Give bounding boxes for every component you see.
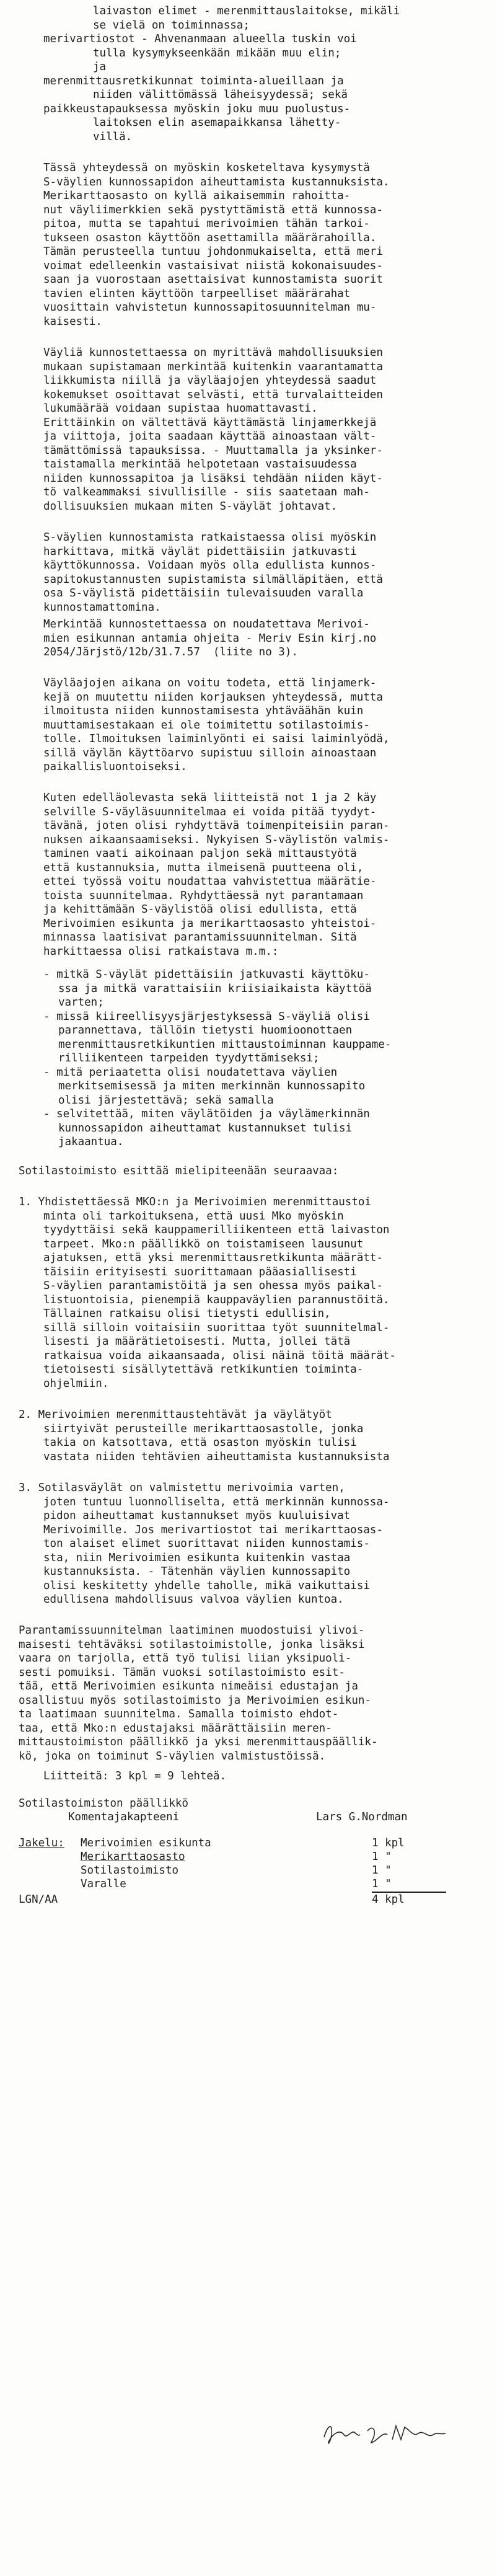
text-line: tävänä, joten olisi ryhdyttävä toimenpiteisiin paran- <box>43 820 390 832</box>
text-line: sesti pomuiksi. Tämän vuoksi sotilastoimisto esit- <box>19 1666 345 1679</box>
text-line: toista suunnitelmaa. Ryhdyttäessä nyt parantamaan <box>43 890 364 902</box>
text-line: harkittaessa olisi ratkaistava m.m.: <box>43 945 279 958</box>
text-line: paikkeustapauksessa myöskin joku muu puolustus- <box>43 103 351 115</box>
text-line: Erittäinkin on vältettävä käyttämästä linjamerkkejä <box>43 417 377 429</box>
text-line: tavien elinten käyttöön tarpeelliset määrärahat <box>43 288 351 300</box>
signatory-office: Sotilastoimiston päällikkö <box>19 1797 188 1810</box>
distribution-recipient: Merivoimien esikunta <box>81 1837 211 1849</box>
text-line: rilliikenteen tarpeiden tyydyttämiseksi; <box>58 1052 320 1064</box>
text-line: ilmoitusta niiden kunnostamisesta yhtäväähän kuin <box>43 705 364 717</box>
text-line: jakaantua. <box>58 1136 124 1148</box>
text-line: merivartiostot - Ahvenanmaan alueella tuskin voi <box>43 33 357 45</box>
text-line: ssa ja mitkä varattaisiin kriisiaikaista käyttöä <box>58 983 372 995</box>
text-line: olisi järjestettävä; sekä samalla <box>58 1094 274 1107</box>
text-line: tyydyttäisi sekä kauppamerilliikenteen että laivaston <box>43 1224 390 1236</box>
text-line: niiden välittömässä läheisyydessä; sekä <box>93 89 348 101</box>
signatory-name: Lars G.Nordman <box>316 1811 408 1823</box>
text-line: osa S-väylistä pidettäisiin tulevaisuuden varalla <box>43 587 364 600</box>
text-line: Tässä yhteydessä on myöskin kosketeltava kysymystä <box>43 162 370 174</box>
text-line: sapitokustannusten supistamista silmälläpitäen, että <box>43 573 383 586</box>
distribution-count: 1 " <box>372 1878 392 1890</box>
text-line: sillä väylän käyttöarvo supistuu silloin ainoastaan <box>43 747 377 759</box>
distribution-recipient: Sotilastoimisto <box>81 1864 179 1877</box>
text-line: - mitkä S-väylät pidettäisiin jatkuvasti käyttöku- <box>43 968 370 981</box>
text-line: vaara on tarjolla, että työ tulisi liian yksipuoli- <box>19 1652 352 1665</box>
distribution-recipient: Varalle <box>81 1878 126 1890</box>
text-line: paikallisluontoiseksi. <box>43 761 187 773</box>
text-line: ja <box>93 61 107 73</box>
signatory-rank: Komentajakapteeni <box>68 1811 180 1823</box>
text-line: nuksen aikaansaamiseksi. Nykyisen S-väylistön valmis- <box>43 834 390 846</box>
text-line: sta, niin Merivoimien esikunta kuitenkin vastaa <box>43 1552 351 1564</box>
text-line: laivaston elimet - merenmittauslaitokse, mikäli <box>93 5 400 17</box>
text-line: minnassa laatisivat parantamissuunnitelman. Sitä <box>43 931 357 944</box>
text-line: ratkaisua voida aikaansaada, olisi näinä töitä määrät- <box>43 1350 396 1362</box>
text-line: 2054/Järjstö/12b/31.7.57 (liite no 3). <box>43 646 298 658</box>
text-line: taistamalla merkintää helpotetaan vastaisuudessa <box>43 458 357 471</box>
text-line: pitoa, mutta se tapahtui merivoimien tähän tarkoi- <box>43 218 370 230</box>
text-line: tulla kysymykseenkään mikään muu elin; <box>93 47 341 60</box>
distribution-recipient: Merikarttaosasto <box>81 1851 185 1863</box>
text-line: mittaustoimiston päällikkö ja yksi merenmittauspäällik- <box>19 1736 378 1748</box>
text-line: - mitä periaatetta olisi noudatettava väylien <box>43 1066 338 1079</box>
text-line: Tällainen ratkaisu olisi tietysti edullisin, <box>43 1308 331 1320</box>
text-line: Merkintää kunnostettaessa on noudatettava Merivoi- <box>43 618 370 631</box>
text-line: kokemukset osoittavat selvästi, että turvalaitteiden <box>43 389 383 401</box>
text-line: olisi keskitetty yhdelle taholle, mikä vaikuttaisi <box>43 1580 370 1592</box>
distribution-count: 1 " <box>372 1851 392 1863</box>
distribution-label: Jakelu: <box>19 1837 64 1849</box>
text-line: joten tuntuu luonnolliselta, että merkinnän kunnossa- <box>43 1496 390 1508</box>
text-line: ja viittoja, joita saadaan käyttää ainoastaan vält- <box>43 430 377 443</box>
text-line: muuttamisestakaan ei ole toimitettu sotilastoimis- <box>43 719 370 732</box>
text-line: että kustannuksia, mutta ilmeisenä puutteena oli, <box>43 862 364 874</box>
text-line: S-väylien kunnostamista ratkaistaessa olisi myöskin <box>43 531 377 544</box>
text-line: mien esikunnan antamia ohjeita - Meriv Esin kirj.no <box>43 632 377 645</box>
distribution-count: 1 " <box>372 1864 392 1877</box>
text-line: ton alaiset elimet suorittavat niiden kunnostamis- <box>43 1538 370 1550</box>
text-line: villä. <box>93 131 133 143</box>
text-line: kejä on muutettu niiden korjauksen yhteydessä, mutta <box>43 691 383 704</box>
text-line: ettei työssä voitu noudattaa vahvistettua määrätie- <box>43 875 377 888</box>
text-line: liikkumista niillä ja väyläajojen yhteydessä saadut <box>43 374 377 387</box>
text-line: merenmittausretkikuntien mittaustoiminnan kauppame- <box>58 1038 392 1051</box>
text-line: - selvitettää, miten väylätöiden ja väylämerkinnän <box>43 1108 370 1120</box>
text-line: - missä kiireellisyysjärjestyksessä S-väyliä olisi <box>43 1011 370 1023</box>
text-line: vastata niiden tehtävien aiheuttamista kustannuksista <box>43 1451 390 1463</box>
text-line: parannettava, tällöin tietysti huomioonottaen <box>58 1024 353 1037</box>
text-line: mukaan supistamaan merkintää kuitenkin vaarantamatta <box>43 361 383 373</box>
text-line: kustannuksista. - Tätenhän väylien kunnossapito <box>43 1565 351 1578</box>
text-line: selville S-väyläsuunnitelmaa ei voida pitää tyydyt- <box>43 806 377 818</box>
text-line: kaisesti. <box>43 316 102 328</box>
text-line: merkitsemisessä ja miten merkinnän kunnossapito <box>58 1080 366 1092</box>
text-line: kö, joka on toiminut S-väylien valmistustöissä. <box>19 1750 326 1763</box>
text-line: Väyliä kunnostettaessa on myrittävä mahdollisuuksien <box>43 347 383 359</box>
text-line: Sotilastoimisto esittää mielipiteenään seuraavaa: <box>19 1165 339 1177</box>
text-line: lisesti ja määrätietoisesti. Mutta, jollei tätä <box>43 1335 351 1348</box>
text-line: kunnossapidon aiheuttamat kustannukset tulisi <box>58 1122 353 1135</box>
text-line: Merivoimien esikunta ja merikarttaosasto yhteistoi- <box>43 918 377 930</box>
text-line: dollisuuksien mukaan miten S-väylät johtavat. <box>43 500 338 513</box>
text-line: minta oli tarkoituksena, että uusi Mko myöskin <box>43 1210 344 1223</box>
text-line: voimat edelleenkin vastaisivat niistä kokonaisuudes- <box>43 260 383 272</box>
text-line: S-väylien kunnossapidon aiheuttamista kustannuksista. <box>43 176 390 188</box>
text-line: Kuten edelläolevasta sekä liitteistä not 1 ja 2 käy <box>43 792 377 804</box>
text-line: laitoksen elin asemapaikkansa lähetty- <box>93 117 341 129</box>
text-line: ta laatimaan suunnitelma. Samalla toimisto ehdot- <box>19 1708 339 1720</box>
text-line: saan ja vuorostaan asettaisivat kunnostamista suorit <box>43 273 383 286</box>
text-line: maisesti tehtäväksi sotilastoimistolle, jonka lisäksi <box>19 1639 365 1651</box>
text-line: tarpeet. Mko:n päällikkö on toistamiseen lausunut <box>43 1238 364 1250</box>
text-line: tietoisesti sisällytettävä retkikuntien toiminta- <box>43 1363 364 1376</box>
text-line: ajatuksen, että yksi merenmittausretkikunta määrätt- <box>43 1252 383 1264</box>
text-line: taa, että Mko:n edustajaksi määrättäisiin meren- <box>19 1722 332 1735</box>
text-line: harkittava, mitkä väylät pidettäisiin jatkuvasti <box>43 546 357 558</box>
text-line: vuosittain vahvistetun kunnossapitosuunnitelman mu- <box>43 301 377 314</box>
text-line: Liitteitä: 3 kpl = 9 lehteä. <box>43 1770 227 1782</box>
text-line: sillä silloin voitaisiin suorittaa työt suunnitelmal- <box>43 1322 390 1334</box>
distribution-total: 4 kpl <box>372 1893 405 1906</box>
text-line: pidon aiheuttamat kustannukset myös kuuluisivat <box>43 1510 351 1522</box>
text-line: tö valkeammaksi sivullisille - siis saatetaan mah- <box>43 486 370 498</box>
text-line: Väyläajojen aikana on voitu todeta, että linjamerk- <box>43 677 377 689</box>
text-line: kunnostamattomina. <box>43 601 161 614</box>
text-line: tolle. Ilmoituksen laiminlyönti ei saisi laiminlyödä, <box>43 733 390 745</box>
text-line: tää, että Merivoimien esikunta nimeäisi edustajan ja <box>19 1680 358 1693</box>
text-line: täisiin erityisesti suorittamaan pääasiallisesti <box>43 1266 357 1278</box>
text-line: edullisena mahdollisuus valvoa väylien kuntoa. <box>43 1593 344 1606</box>
text-line: 1. Yhdistettäessä MKO:n ja Merivoimien merenmittaustoi <box>19 1196 371 1208</box>
text-line: 2. Merivoimien merenmittaustehtävät ja väylätyöt <box>19 1409 332 1421</box>
text-line: listuontoisia, pienempiä kauppaväylien parannustöitä. <box>43 1294 390 1306</box>
text-line: varten; <box>58 996 104 1009</box>
text-line: se vielä on toiminnassa; <box>93 19 250 32</box>
text-line: tämättömissä tapauksissa. - Muuttamalla ja yksinker- <box>43 445 383 457</box>
handwritten-signature <box>319 2416 449 2459</box>
text-line: S-väylien parantamistöitä ja sen ohessa myös paikal- <box>43 1280 383 1292</box>
text-line: Merikarttaosasto on kyllä aikaisemmin rahoitta- <box>43 190 351 202</box>
text-line: käyttökunnossa. Voidaan myös olla edullista kunnos- <box>43 559 377 572</box>
text-line: Merivoimille. Jos merivartiostot tai merikarttaosas- <box>43 1524 383 1536</box>
text-line: siirtyivät perusteille merikarttaosastolle, jonka <box>43 1423 364 1435</box>
text-line: Tämän perusteella tuntuu johdonmukaiselta, että meri <box>43 246 383 258</box>
text-line: taminen vaati aikoinaan paljon sekä mittaustyötä <box>43 848 357 860</box>
text-line: lukumäärää voidaan supistaa huomattavasti. <box>43 402 318 415</box>
text-line: tukseen osaston käyttöön asettamilla määrärahoilla. <box>43 232 377 244</box>
text-line: 3. Sotilasväylät on valmistettu merivoimia varten, <box>19 1482 345 1494</box>
text-line: ja kehittämään S-väylistöä olisi edullista, että <box>43 903 357 916</box>
text-line: niiden kunnossapitoa ja lisäksi tehdään niiden käyt- <box>43 472 383 485</box>
text-line: ohjelmiin. <box>43 1378 109 1390</box>
distribution-count: 1 kpl <box>372 1837 405 1849</box>
text-line: Parantamissuunnitelman laatiminen muodostuisi ylivoi- <box>19 1624 365 1637</box>
text-line: takia on katsottava, että osaston myöskin tulisi <box>43 1436 357 1449</box>
text-line: merenmittausretkikunnat toiminta-alueillaan ja <box>43 75 344 87</box>
text-line: nut väyliimerkkien sekä pystyttämistä että kunnossa- <box>43 204 383 216</box>
text-line: osallistuu myös sotilastoimisto ja Merivoimien esikun- <box>19 1694 371 1707</box>
initials: LGN/AA <box>19 1893 58 1906</box>
